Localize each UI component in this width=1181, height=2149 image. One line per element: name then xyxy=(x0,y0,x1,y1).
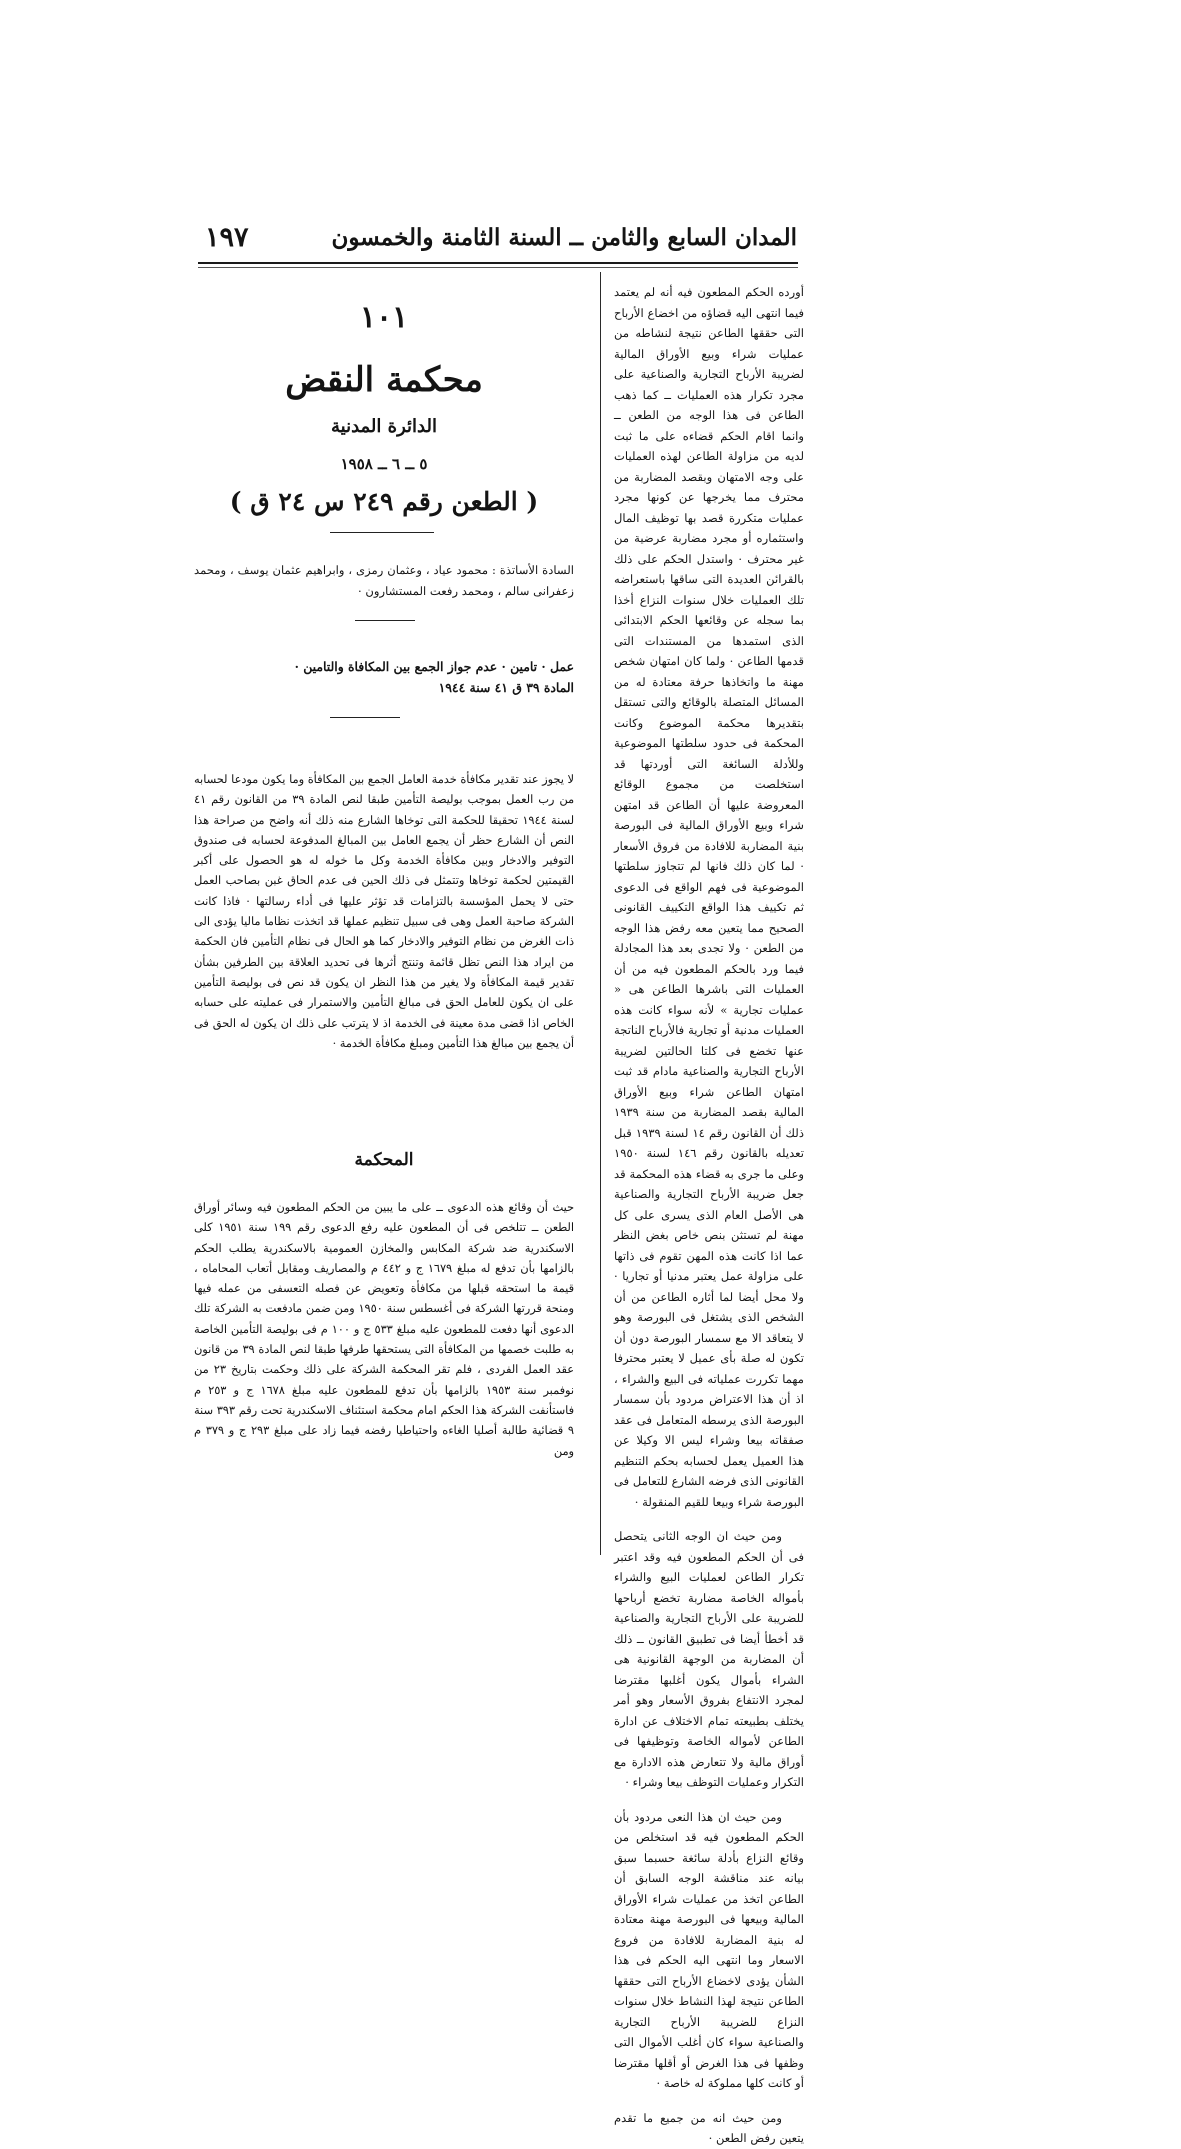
judgment-body xyxy=(194,1198,574,1462)
circuit-name: الدائرة المدنية xyxy=(330,416,437,437)
headnote-title-line-1: عمل · تامين · عدم جواز الجمع بين المكافاة والتامين · xyxy=(294,659,574,674)
page-number: ١٩٧ xyxy=(205,222,249,253)
column-divider xyxy=(600,272,601,1555)
right-paragraph-1: أورده الحكم المطعون فيه أنه لم يعتمد فيما انتهى اليه قضاؤه من اخضاع الأرباح التى حققها الطاعن نتيجة لنشاطه من عمليات شراء وبيع الأوراق المالية لضريبة الأرباح التجارية والصناعية على مجرد تكرار هذه العمليات ــ كما ذهب الطاعن فى هذا الوجه من الطعن ــ وانما اقام الحكم قضاءه على ما ثبت لديه من مزاولة الطاعن لهذه العمليات على وجه الامتهان وبقصد المضاربة من محترف مما يخرجها عن كونها مجرد عمليات متكررة قصد بها توظيف المال واستثماره أو مجرد مضاربة عرضية من غير محترف · واستدل الحكم على ذلك بالقرائن العديدة التى ساقها باستعراضه تلك العمليات خلال سنوات النزاع أخذا بما سجله عن وقائعها الحكم الابتدائى الذى استمدها من المستندات التى قدمها الطاعن · ولما كان امتهان شخص مهنة ما واتخاذها حرفة معتادة له من المسائل المتصلة بالوقائع والتى تستقل بتقديرها محكمة الموضوع وكانت المحكمة فى حدود سلطتها الموضوعية وللأدلة السائغة التى أوردتها قد استخلصت من مجموع الوقائع المعروضة عليها أن الطاعن قد امتهن شراء وبيع الأوراق المالية فى البورصة بنية المضاربة للافادة من فروق الأسعار · لما كان ذلك فانها لم تتجاوز سلطتها الموضوعية فى فهم الواقع فى الدعوى ثم تكييف هذا الواقع التكييف القانونى الصحيح مما يتعين معه رفض هذا الوجه من الطعن · ولا تجدى بعد هذا المجادلة فيما ورد بالحكم المطعون فيه من أن العمليات التى باشرها الطاعن هى « عمليات تجارية » لأنه سواء كانت هذه العمليات مدنية أو تجارية فالأرباح الناتجة عنها تخضع فى كلتا الحالتين لضريبة الأرباح التجارية والصناعية مادام قد ثبت امتهان الطاعن شراء وبيع الأوراق المالية بقصد المضاربة من سنة ١٩٣٩ ذلك أن القانون رقم ١٤ لسنة ١٩٣٩ قبل تعديله بالقانون رقم ١٤٦ لسنة ١٩٥٠ وعلى ما جرى به قضاء هذه المحكمة قد جعل ضريبة الأرباح التجارية والصناعية هى الأصل العام الذى يسرى على كل مهنة لم تستثن بنص خاص بغض النظر عما اذا كانت هذه المهن تقوم فى ذاتها على مزاولة عمل يعتبر مدنيا أو تجاريا · ولا محل أيضا لما أثاره الطاعن من أن الشخص الذى يشتغل فى البورصة وهو لا يتعاقد الا مع سمسار البورصة دون أن تكون له صلة بأى عميل لا يعتبر محترفا مهما تكررت عملياته فى البيع والشراء ، اذ أن هذا الاعتراض مردود بأن سمسار البورصة الذى يرسطه المتعامل فى عقد صفقاته بيعا وشراء ليس الا وكيلا عن هذا العميل يعمل لحسابه بحكم التنظيم القانونى الذى فرضه الشارع للتعامل فى البورصة شراء وبيعا للقيم المنقولة · xyxy=(614,285,804,1509)
court-name: محكمة النقض xyxy=(285,360,483,400)
judgment-text: حيث أن وقائع هذه الدعوى ــ على ما يبين من الحكم المطعون فيه وسائر أوراق الطعن ــ تتلخص فى أن المطعون عليه رفع الدعوى رقم ١٩٩ سنة ١٩٥١ كلى الاسكندرية ضد شركة المكابس والمخازن العمومية بالاسكندرية يطلب الحكم بالزامها بأن تدفع له مبلغ ١٦٧٩ ج و ٤٤٢ م والمصاريف ومقابل أتعاب المحاماه ، قيمة ما استحقه قبلها من مكافأة وتعويض عن فصله التعسفى من عمله فيها ومنحة قررتها الشركة فى أغسطس سنة ١٩٥٠ ومن ضمن مادفعت به الشركة تلك الدعوى أنها دفعت للمطعون عليه مبلغ ٥٣٣ ج و ١٠٠ م فى بوليصة التأمين الخاصة به طلبت خصمها من المكافأة التى يستحقها طرفها طبقا لنص المادة ٣٩ من قانون عقد العمل الفردى ، فلم تقر المحكمة الشركة على ذلك وحكمت بتاريخ ٢٣ من نوفمبر سنة ١٩٥٣ بالزامها بأن تدفع للمطعون عليه مبلغ ١٦٧٨ ج و ٢٥٣ م فاستأنفت الشركة هذا الحكم امام محكمة استئناف الاسكندرية تحت رقم ٣٩٣ سنة ٩ قضائية طالبة أصليا الغاءه واحتياطيا رفضه فيما زاد على مبلغ ٢٩٣ ج و ٣٧٩ م ومن xyxy=(194,1201,575,1458)
header-rule xyxy=(198,262,798,264)
heading-rule xyxy=(330,532,434,533)
right-paragraph-4: ومن حيث انه من جميع ما تقدم يتعين رفض الطعن · xyxy=(614,2110,804,2145)
case-date: ٥ ــ ٦ ــ ١٩٥٨ xyxy=(340,455,428,473)
right-paragraph-3: ومن حيث ان هذا النعى مردود بأن الحكم المطعون فيه قد استخلص من وقائع النزاع بأدلة سائغة حسبما سبق بيانه عند مناقشة الوجه السابق أن الطاعن اتخذ من عمليات شراء الأوراق المالية وبيعها فى البورصة مهنة معتادة له بنية المضاربة للافادة من فروع الاسعار وما انتهى اليه الحكم فى هذا الشأن يؤدى لاخضاع الأرباح التى حققها الطاعن نتيجة لهذا النشاط خلال سنوات النزاع للضريبة الأرباح التجارية والصناعية سواء كان أغلب الأموال التى وظفها فى هذا الغرض أو أقلها مقترضا أو كانت كلها مملوكة له خاصة · xyxy=(614,1809,804,2090)
headnote xyxy=(194,770,574,1054)
appeal-reference: ( الطعن رقم ٢٤٩ س ٢٤ ق ) xyxy=(229,487,539,516)
judges-rule xyxy=(355,620,415,621)
headnote-title-line-2: المادة ٣٩ ق ٤١ سنة ١٩٤٤ xyxy=(438,679,574,695)
judges-text: السادة الأساتذة : محمود عياد ، وعثمان رمزى ، وابراهيم عثمان يوسف ، ومحمد زعفرانى سالم ، ومحمد رفعت المستشارون · xyxy=(194,563,574,598)
right-column xyxy=(614,282,804,2149)
judges-list xyxy=(194,560,574,601)
court-section-title: المحكمة xyxy=(354,1150,414,1170)
right-paragraph-2: ومن حيث ان الوجه الثانى يتحصل فى أن الحكم المطعون فيه وقد اعتبر تكرار الطاعن لعمليات البيع والشراء بأمواله الخاصة مضاربة تخضع أرباحها للضريبة على الأرباح التجارية والصناعية قد أخطأ أيضا فى تطبيق القانون ــ ذلك أن المضاربة من الوجهة القانونية هى الشراء بأموال يكون أغلبها مقترضا لمجرد الانتفاع بفروق الأسعار وهو أمر يختلف بطبيعته تمام الاختلاف عن ادارة الطاعن لأمواله الخاصة وتوظيفها فى أوراق مالية ولا تتعارض هذه الادارة مع التكرار وعمليات التوظف بيعا وشراء · xyxy=(614,1529,804,1789)
running-title: المدان السابع والثامن ــ السنة الثامنة والخمسون xyxy=(331,224,797,251)
header-rule-thin xyxy=(198,267,798,268)
headnote-rule xyxy=(330,717,400,718)
headnote-title xyxy=(194,657,574,698)
running-header xyxy=(205,222,797,266)
case-number: ١٠١ xyxy=(359,300,409,335)
headnote-text: لا يجوز عند تقدير مكافأة خدمة العامل الجمع بين المكافأة وما يكون مودعا لحسابه من رب العمل بموجب بوليصة التأمين طبقا لنص المادة ٣٩ من القانون رقم ٤١ لسنة ١٩٤٤ تحقيقا للحكمة التى توخاها الشارع منه ذلك أنه واضح من صراحة هذا النص أن الشارع حظر أن يجمع العامل بين المبالغ المدفوعة لحسابه فى صندوق التوفير والادخار وبين مكافأة الخدمة وكل ما خوله له هو الحصول على أكبر القيمتين لحكمة توخاها وتتمثل فى ذلك الحين فى عدم الحاق غبن بصاحب العمل حتى لا يحمل المؤسسة بالتزامات قد تؤثر عليها فى أداء رسالتها · فاذا كانت الشركة صاحبة العمل وهى فى سبيل تنظيم عملها قد اتخذت نظاما ماليا يؤدى الى ذات الغرض من نظام التوفير والادخار كما هو الحال فى نظام التأمين فان الحكمة من ايراد هذا النص تظل قائمة وتنتج أثرها فى تحديد العلاقة بين الطرفين بشأن تقدير قيمة المكافأة ولا يغير من هذا النظر ان يكون قد نص فى بوليصة التأمين على ان يكون للعامل الحق فى مبالغ التأمين والاستمرار فى عمليته على حسابه الخاص اذا قضى مدة معينة فى الخدمة اذ لا يترتب على ذلك ان يكون له الحق فى أن يجمع بين مبالغ هذا التأمين ومبلغ مكافأة الخدمة · xyxy=(194,773,575,1050)
